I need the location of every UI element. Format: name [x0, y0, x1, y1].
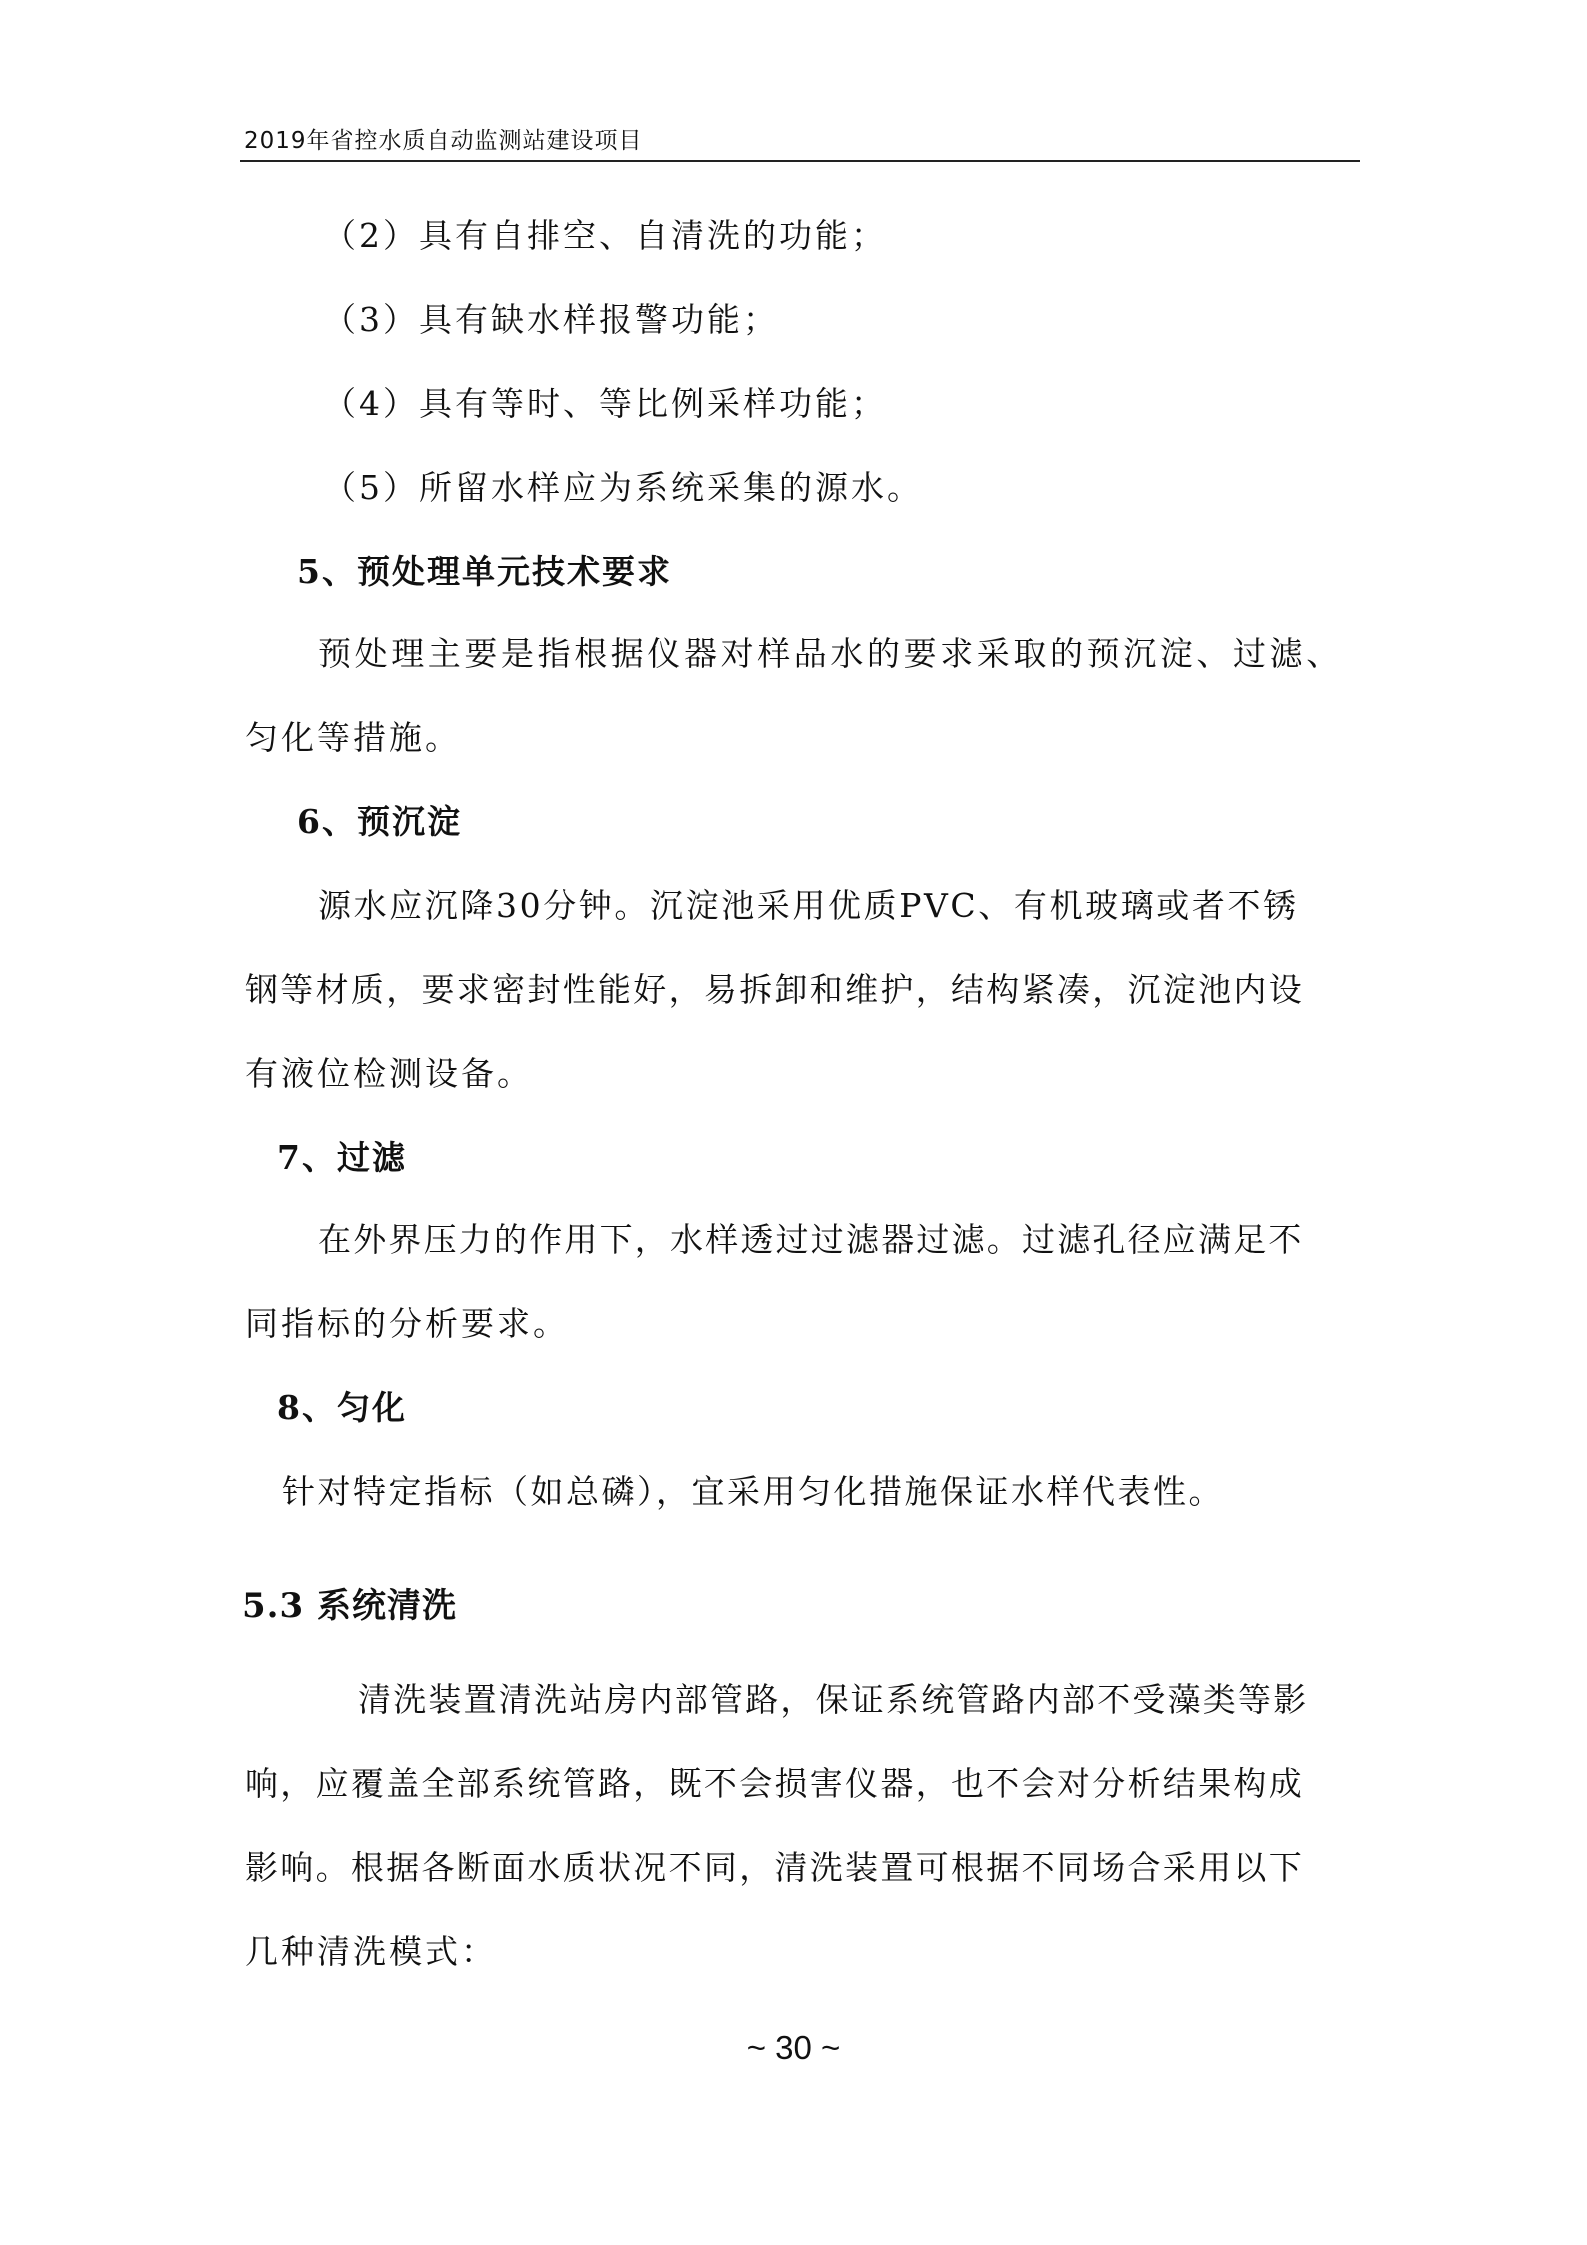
section-heading-5: 5、预处理单元技术要求 — [297, 552, 672, 591]
header-title: 2019年省控水质自动监测站建设项目 — [244, 128, 643, 154]
paragraph-line: 预处理主要是指根据仪器对样品水的要求采取的预沉淀、过滤、 — [318, 634, 1343, 673]
paragraph-line: 钢等材质，要求密封性能好，易拆卸和维护，结构紧凑，沉淀池内设 — [245, 970, 1304, 1009]
list-item: （3）具有缺水样报警功能； — [323, 300, 779, 339]
section-heading-6: 6、预沉淀 — [297, 802, 462, 841]
paragraph-line: 影响。根据各断面水质状况不同，清洗装置可根据不同场合采用以下 — [245, 1848, 1304, 1887]
paragraph-line: 有液位检测设备。 — [245, 1054, 533, 1093]
paragraph-line: 同指标的分析要求。 — [245, 1304, 569, 1343]
page-number: ~ 30 ~ — [746, 2029, 841, 2066]
list-item: （4）具有等时、等比例采样功能； — [323, 384, 887, 423]
paragraph-line: 针对特定指标（如总磷），宜采用匀化措施保证水样代表性。 — [282, 1472, 1224, 1511]
paragraph-line: 清洗装置清洗站房内部管路，保证系统管路内部不受藻类等影 — [358, 1680, 1309, 1719]
running-header — [240, 120, 1360, 162]
section-heading-5-3: 5.3 系统清洗 — [242, 1586, 457, 1626]
paragraph-line: 响，应覆盖全部系统管路，既不会损害仪器，也不会对分析结果构成 — [245, 1764, 1304, 1803]
paragraph-line: 源水应沉降30分钟。沉淀池采用优质PVC、有机玻璃或者不锈 — [318, 886, 1299, 925]
paragraph-line: 在外界压力的作用下，水样透过过滤器过滤。过滤孔径应满足不 — [318, 1220, 1304, 1259]
list-item: （5）所留水样应为系统采集的源水。 — [323, 468, 923, 507]
paragraph-line: 几种清洗模式： — [245, 1932, 497, 1971]
paragraph-line: 匀化等措施。 — [245, 718, 461, 757]
list-item: （2）具有自排空、自清洗的功能； — [323, 216, 887, 255]
section-heading-7: 7、过滤 — [277, 1138, 407, 1177]
section-heading-8: 8、匀化 — [277, 1388, 407, 1427]
